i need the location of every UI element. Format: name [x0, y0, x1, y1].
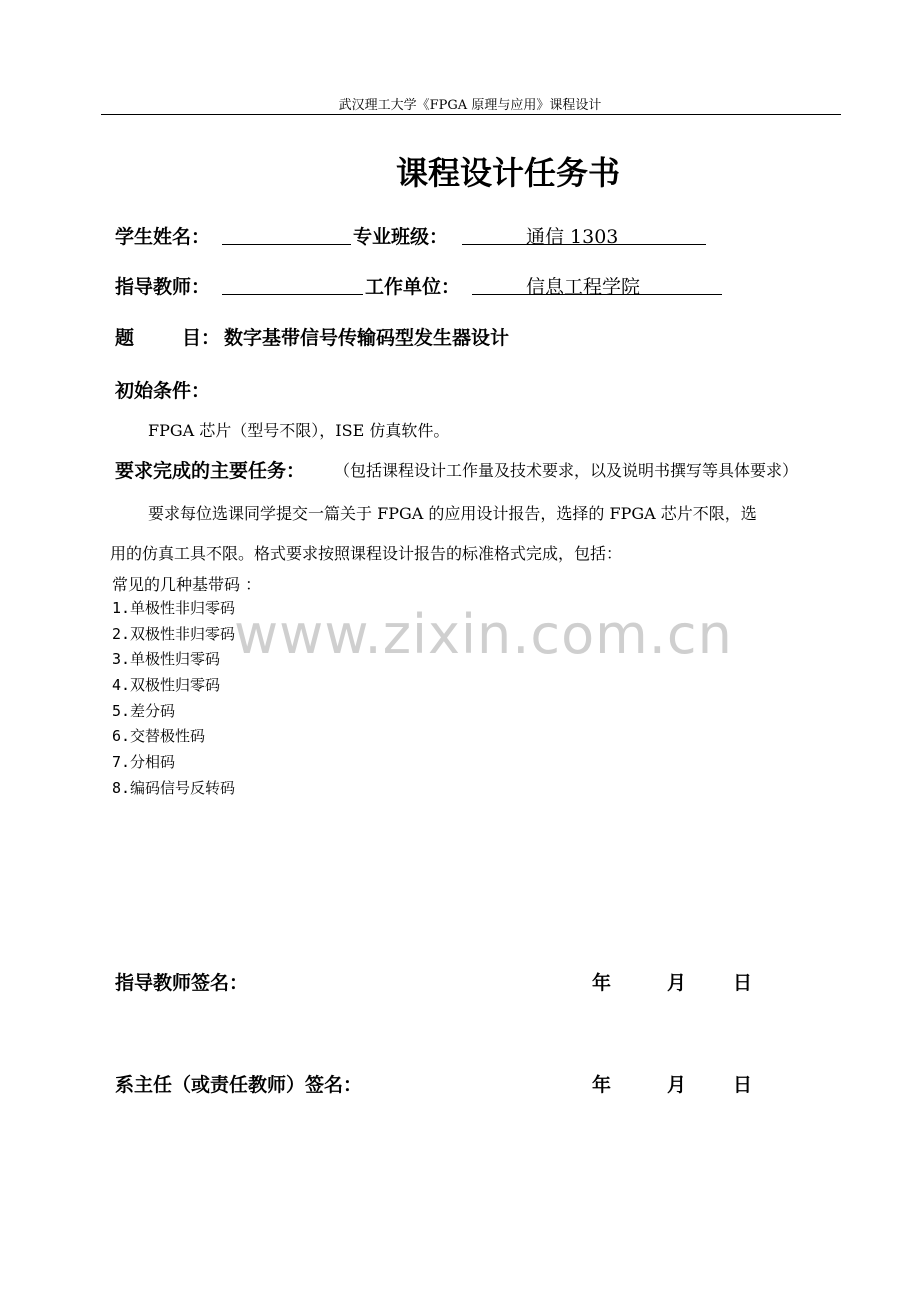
topic-label-2: 目：	[182, 327, 221, 349]
list-item: 6.交替极性码	[112, 727, 206, 746]
list-item: 4.双极性归零码	[112, 676, 221, 695]
tasks-paragraph-line-2: 用的仿真工具不限。格式要求按照课程设计报告的标准格式完成，包括：	[110, 544, 623, 563]
list-item: 8.编码信号反转码	[112, 778, 236, 797]
list-item: 3.单极性归零码	[112, 650, 221, 669]
tasks-paragraph-line-1: 要求每位选课同学提交一篇关于 FPGA 的应用设计报告，选择的 FPGA 芯片不限，选	[148, 504, 757, 523]
dept-head-sign-year: 年	[592, 1074, 612, 1096]
topic-value: 数字基带信号传输码型发生器设计	[224, 327, 510, 349]
list-item: 1.单极性非归零码	[112, 599, 236, 617]
tasks-note: （包括课程设计工作量及技术要求，以及说明书撰写等具体要求）	[334, 461, 799, 480]
topic-label-1: 题	[115, 327, 135, 349]
advisor-sign-year: 年	[592, 972, 612, 994]
dept-head-sign-day: 日	[733, 1074, 753, 1096]
advisor-signature-label: 指导教师签名：	[115, 972, 249, 994]
dept-head-sign-month: 月	[667, 1074, 687, 1096]
watermark: www.zixin.com.cn	[234, 603, 733, 666]
class-value: 通信 1303	[526, 226, 619, 248]
advisor-label: 指导教师：	[115, 276, 211, 298]
advisor-blank	[222, 272, 363, 295]
advisor-sign-month: 月	[667, 972, 687, 994]
baseband-list-intro: 常见的几种基带码 ：	[112, 575, 262, 594]
initial-conditions-text: FPGA 芯片（型号不限），ISE 仿真软件。	[148, 421, 450, 440]
student-name-label: 学生姓名：	[115, 226, 211, 248]
dept-head-signature-label: 系主任（或责任教师）签名：	[115, 1074, 363, 1096]
list-item: 2.双极性非归零码	[112, 624, 236, 643]
advisor-sign-day: 日	[733, 972, 753, 994]
student-name-blank	[222, 222, 351, 245]
header-rule	[101, 114, 841, 115]
tasks-heading: 要求完成的主要任务：	[115, 460, 306, 482]
unit-label: 工作单位：	[365, 276, 461, 298]
initial-conditions-heading: 初始条件：	[115, 380, 211, 402]
page-title: 课程设计任务书	[395, 154, 620, 192]
class-label: 专业班级：	[353, 226, 449, 248]
unit-value: 信息工程学院	[526, 276, 641, 298]
list-item: 7.分相码	[112, 753, 176, 772]
baseband-code-list	[112, 597, 235, 803]
running-header: 武汉理工大学《FPGA 原理与应用》课程设计	[338, 98, 602, 113]
list-item: 5.差分码	[112, 701, 176, 720]
